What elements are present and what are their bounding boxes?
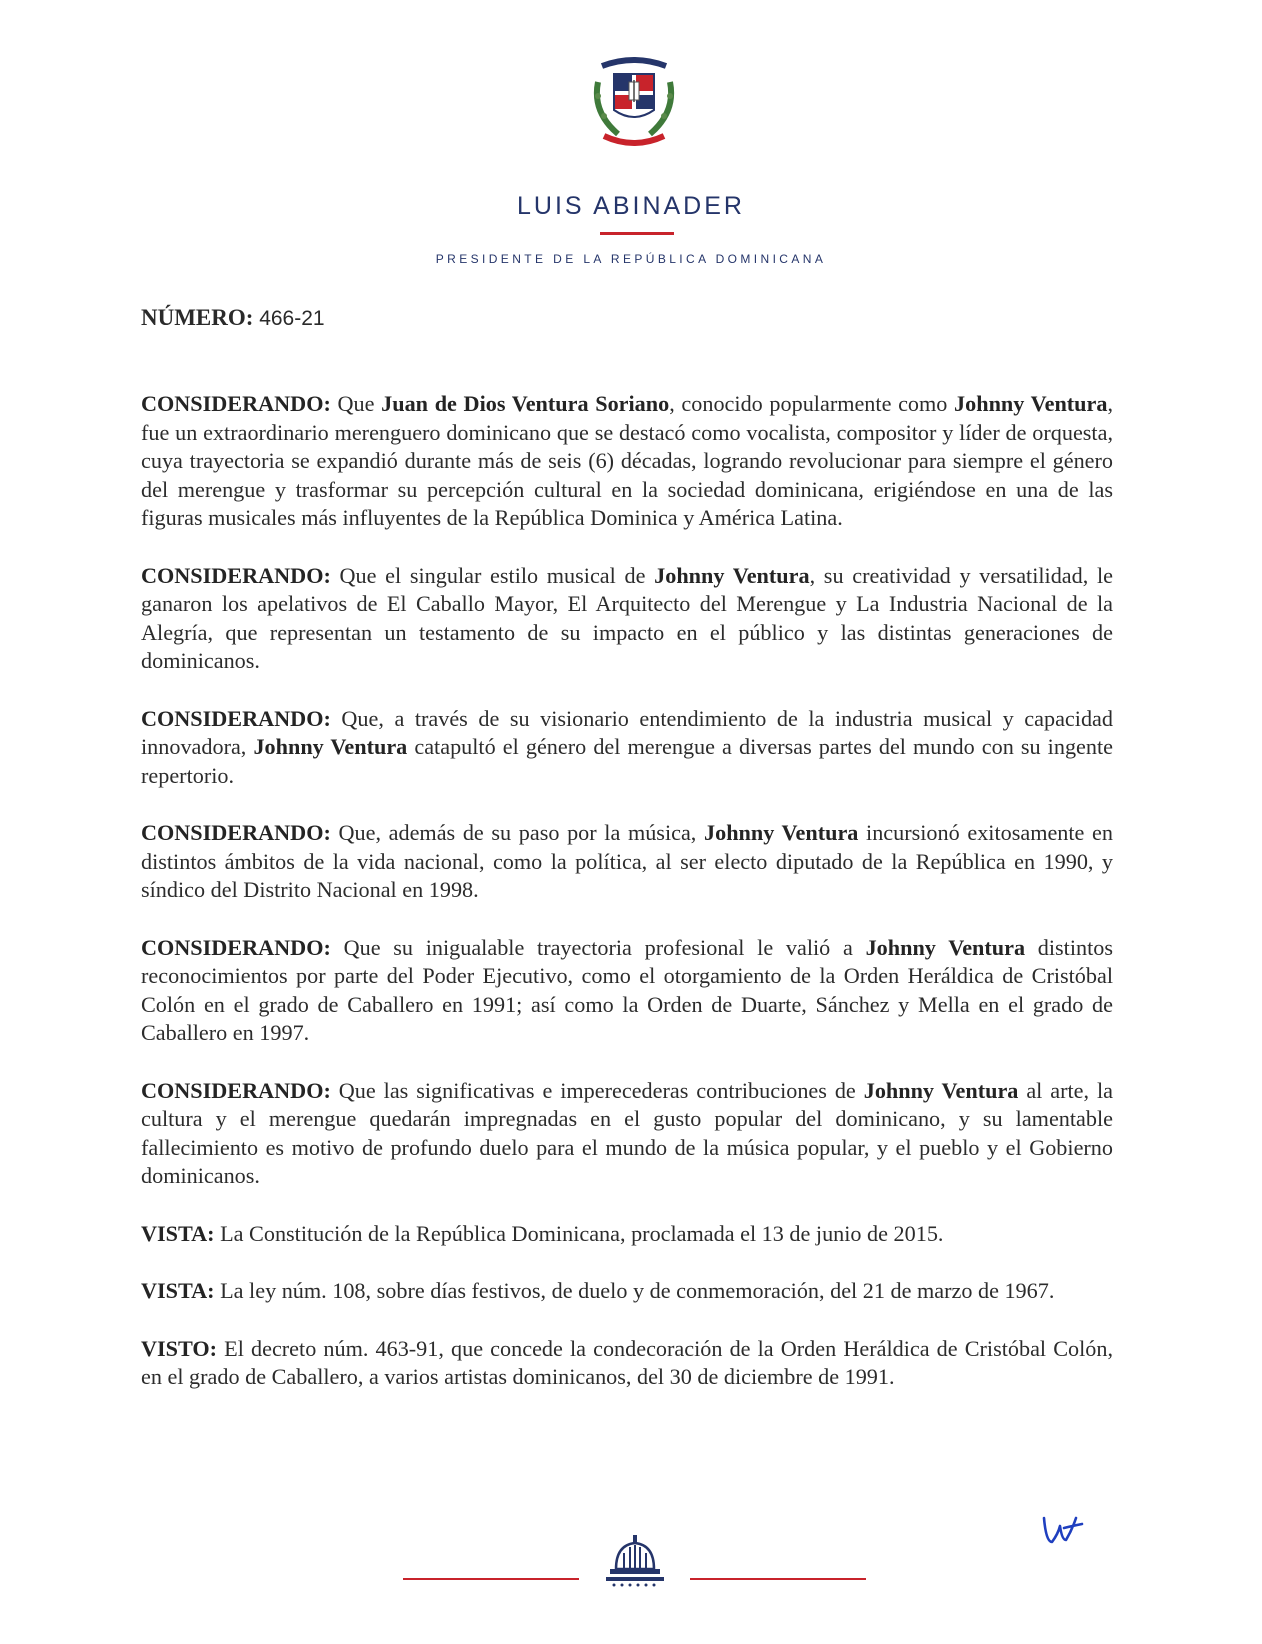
paragraph-text: catapultó el género del merengue a diversas partes del mundo con su ingente repertorio. (141, 734, 1113, 788)
president-title: PRESIDENTE DE LA REPÚBLICA DOMINICANA (435, 252, 827, 266)
paragraph-lead: CONSIDERANDO: (141, 562, 331, 588)
paragraph-text: , fue un extraordinario merenguero dominicano que se destacó como vocalista, compositor y líder de orquesta, cuya trayectoria se expandió durante más de seis (6) décadas, logrando revolucionar para siempre el género del merengue y trasformar su percepción cultural en la sociedad dominicana, erigiéndose en una de las figuras musicales más influyentes de la República Dominica y América Latina. (141, 391, 1114, 530)
paragraph-text: Que, a través de su visionario entendimiento de la industria musical y capacidad innovadora, (141, 705, 1113, 759)
bold-name: Johnny Ventura (865, 934, 1026, 960)
paragraph-text: La ley núm. 108, sobre días festivos, de duelo y de conmemoración, del 21 de marzo de 1967. (214, 1278, 1055, 1303)
footer-rule-left (403, 1578, 579, 1580)
bold-name: Johnny Ventura (253, 734, 408, 759)
paragraph-lead: CONSIDERANDO: (141, 705, 331, 731)
decree-paragraph (141, 1220, 1113, 1249)
bold-name: Johnny Ventura (654, 562, 810, 588)
name-underline (600, 232, 674, 235)
footer-rule-right (690, 1578, 866, 1580)
decree-paragraph (141, 562, 1113, 676)
paragraph-text: Que (330, 391, 382, 416)
decree-number-label: NÚMERO: (141, 305, 254, 330)
paragraph-text: al arte, la cultura y el merengue quedarán impregnadas en el gusto popular del dominicano, y su lamentable fallecimiento es motivo de profundo duelo para el mundo de la música popular, y el pueblo y el Gobierno dominicanos. (141, 1077, 1113, 1188)
decree-paragraph (141, 1335, 1113, 1392)
national-palace-dome-icon (602, 1533, 668, 1589)
decree-paragraph (141, 1277, 1113, 1306)
paragraph-lead: CONSIDERANDO: (141, 820, 331, 845)
paragraph-lead: VISTA: (141, 1220, 215, 1246)
paragraph-text: Que las significativas e imperecederas contribuciones de (330, 1077, 864, 1103)
paragraph-text: El decreto núm. 463-91, que concede la condecoración de la Orden Heráldica de Cristóbal Colón, en el grado de Caballero, a varios artistas dominicanos, del 30 de diciembre de 1991. (141, 1335, 1113, 1389)
dominican-coat-of-arms-icon (584, 52, 684, 156)
decree-body (141, 390, 1113, 1421)
paragraph-lead: CONSIDERANDO: (141, 1077, 331, 1103)
paragraph-lead: VISTA: (141, 1278, 215, 1303)
paragraph-text: incursionó exitosamente en distintos ámbitos de la vida nacional, como la política, al ser electo diputado de la República en 1990, y síndico del Distrito Nacional en 1998. (141, 820, 1113, 902)
bold-name: Johnny Ventura (863, 1077, 1019, 1103)
decree-number-value: 466-21 (259, 307, 325, 330)
paragraph-text: La Constitución de la República Dominicana, proclamada el 13 de junio de 2015. (214, 1220, 944, 1246)
president-name: LUIS ABINADER (517, 192, 745, 220)
paragraph-text: , conocido popularmente como (669, 391, 955, 416)
decree-number (141, 305, 325, 331)
decree-paragraph (141, 819, 1113, 905)
paragraph-text: Que el singular estilo musical de (330, 562, 655, 588)
handwritten-initials-icon (1040, 1512, 1084, 1548)
decree-paragraph (141, 934, 1113, 1048)
decree-paragraph (141, 390, 1113, 533)
paragraph-text: Que, además de su paso por la música, (330, 820, 704, 845)
decree-paragraph (141, 1077, 1113, 1191)
paragraph-text: Que su inigualable trayectoria profesional le valió a (330, 934, 866, 960)
paragraph-lead: VISTO: (141, 1335, 218, 1361)
paragraph-text: distintos reconocimientos por parte del Poder Ejecutivo, como el otorgamiento de la Orden Heráldica de Cristóbal Colón en el grado de Caballero en 1991; así como la Orden de Duarte, Sánchez y Mella en el grado de Caballero en 1997. (141, 934, 1114, 1045)
bold-name: Johnny Ventura (954, 391, 1108, 416)
paragraph-lead: CONSIDERANDO: (141, 391, 331, 416)
bold-name: Johnny Ventura (704, 820, 859, 845)
paragraph-text: , su creatividad y versatilidad, le ganaron los apelativos de El Caballo Mayor, El Arquitecto del Merengue y La Industria Nacional de la Alegría, que representan un testamento de su impacto en el público y las distintas generaciones de dominicanos. (141, 562, 1113, 673)
decree-paragraph (141, 705, 1113, 791)
paragraph-lead: CONSIDERANDO: (141, 934, 331, 960)
bold-name: Juan de Dios Ventura Soriano (381, 391, 670, 416)
